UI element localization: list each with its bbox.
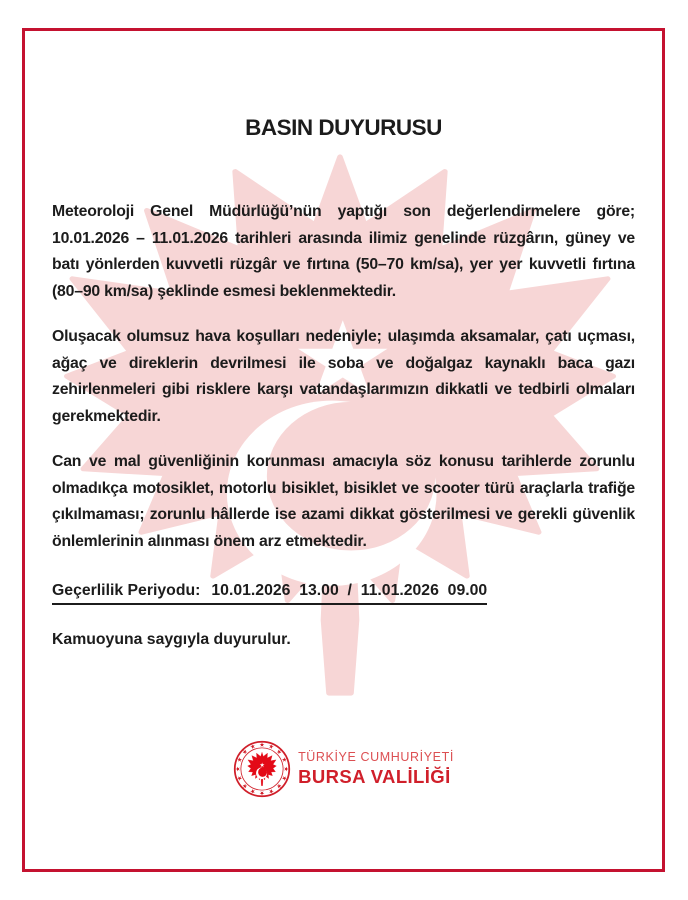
validity-period-row [52, 574, 635, 627]
footer-identity-block [52, 740, 635, 798]
validity-value: 10.01.2026 13.00 / 11.01.2026 09.00 [211, 582, 488, 599]
footer-wordmark [298, 750, 454, 788]
paragraph-weather-assessment: Meteoroloji Genel Müdürlüğü’nün yaptığı son değerlendirmelere göre; 10.01.2026 – 11.01.2026 tarihleri arasında ilimiz genelinde rüzgârın, güney ve batı yönlerden kuvvetli rüzgâr ve fırtına (50–70 km/sa), yer yer kuvvetli fırtına (80–90 km/sa) şeklinde esmesi beklenmektedir. [52, 203, 635, 300]
country-title: TÜRKİYE CUMHURİYETİ [298, 749, 454, 764]
page-content [25, 31, 662, 869]
closing-line: Kamuoyuna saygıyla duyurulur. [52, 631, 291, 648]
validity-period [52, 582, 487, 605]
office-title: BURSA VALİLİĞİ [298, 765, 451, 787]
paragraph-traffic-advice: Can ve mal güvenliğinin korunması amacıyla söz konusu tarihlerde zorunlu olmadıkça motosiklet, motorlu bisiklet, bisiklet ve scooter türü araçlarla trafiğe çıkılmaması; zorunlu hâllerde ise azami dikkat gösterilmesi ve gerekli güvenlik önlemlerinin alınması önem arz etmektedir. [52, 453, 635, 550]
validity-label: Geçerlilik Periyodu: [52, 582, 201, 599]
page-title: BASIN DUYURUSU [245, 115, 442, 140]
government-emblem-icon [233, 740, 291, 798]
paragraph-risk-warning: Oluşacak olumsuz hava koşulları nedeniyle; ulaşımda aksamalar, çatı uçması, ağaç ve direklerin devrilmesi ile soba ve doğalgaz kaynaklı baca gazı zehirlenmeleri gibi risklere karşı vatandaşlarımızın dikkatli ve tedbirli olmaları gerekmektedir. [52, 328, 635, 425]
